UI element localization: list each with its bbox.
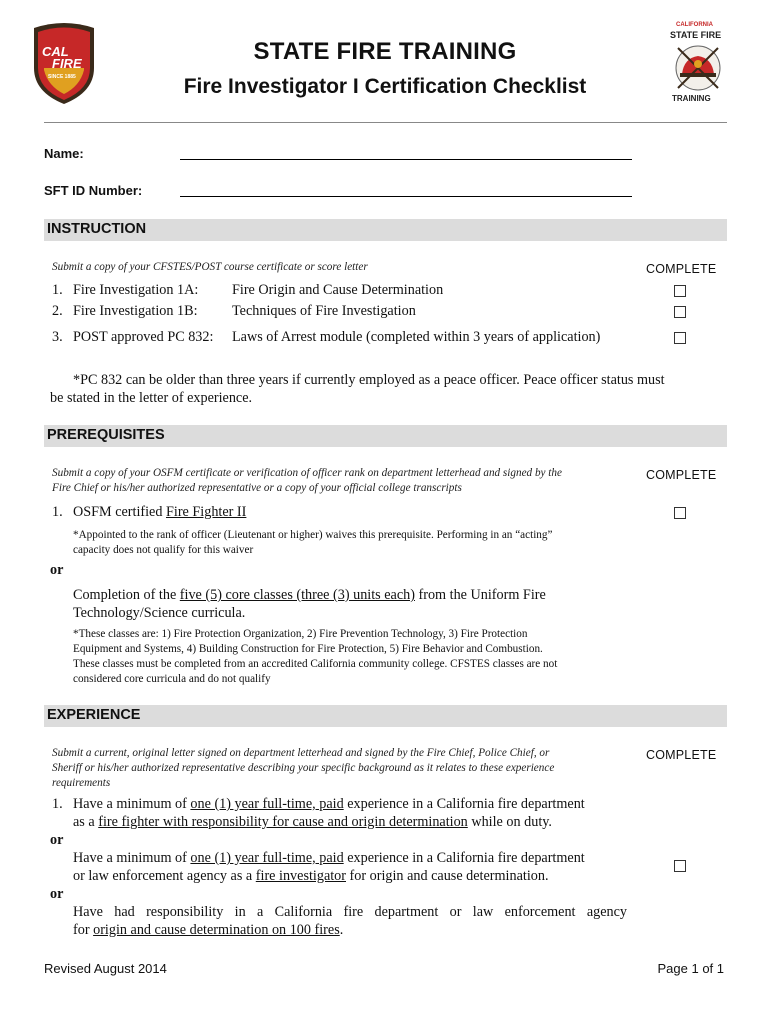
logo-middle-text: STATE FIRE <box>670 30 722 40</box>
prerequisites-heading: PREREQUISITES <box>47 427 165 443</box>
checkbox-experience[interactable] <box>674 860 686 872</box>
prerequisites-classes-line1: *These classes are: 1) Fire Protection Organization, 2) Fire Prevention Technology, 3) Fire Protection <box>73 628 528 640</box>
exp-b2-pre: or law enforcement agency as a <box>73 868 256 884</box>
prerequisites-note-line2: Fire Chief or his/her authorized representative or a copy of your official college transcripts <box>52 482 462 494</box>
prerequisites-classes-line2: Equipment and Systems, 4) Building Construction for Fire Protection, 5) Fire Behavior and Combustion. <box>73 643 543 655</box>
instruction-item-course-2: Fire Investigation 1B: <box>73 303 198 319</box>
page-title: STATE FIRE TRAINING <box>253 38 517 65</box>
prerequisites-item-note-line2: capacity does not qualify for this waiver <box>73 544 254 556</box>
footer-revised: Revised August 2014 <box>44 961 167 976</box>
fire-helmet-icon <box>668 40 728 92</box>
experience-b-line1 <box>73 849 585 867</box>
sft-id-label: SFT ID Number: <box>44 183 143 198</box>
prerequisites-note-line1: Submit a copy of your OSFM certificate or verification of officer rank on department letterhead and signed by the <box>52 467 562 479</box>
instruction-item-num-1: 1. <box>52 282 63 298</box>
logo-top-text: CALIFORNIA <box>676 22 713 28</box>
prerequisites-alt-line2: Technology/Science curricula. <box>73 605 246 621</box>
prereq-item-text: OSFM certified <box>73 504 166 520</box>
prerequisites-item-1 <box>73 503 246 521</box>
instruction-footnote-line2: be stated in the letter of experience. <box>50 390 253 406</box>
instruction-note: Submit a copy of your CFSTES/POST course certificate or score letter <box>52 261 368 273</box>
instruction-item-title-3: Laws of Arrest module (completed within 3 years of application) <box>232 329 601 345</box>
exp-b2-underlined: fire investigator <box>255 868 346 884</box>
exp-c2-underlined: origin and cause determination on 100 fires <box>93 922 340 938</box>
cal-fire-since: SINCE 1885 <box>48 74 76 80</box>
prerequisites-alt-line1 <box>73 586 546 604</box>
exp-b-underlined: one (1) year full-time, paid <box>190 850 344 866</box>
instruction-heading: INSTRUCTION <box>47 221 147 237</box>
name-field[interactable] <box>180 159 632 160</box>
instruction-item-title-1: Fire Origin and Cause Determination <box>232 282 444 298</box>
exp-a-underlined: one (1) year full-time, paid <box>190 796 344 812</box>
name-label: Name: <box>44 146 84 161</box>
header-divider <box>44 122 727 123</box>
core-classes-text: five (5) core classes (three (3) units each) <box>179 587 415 603</box>
prerequisites-complete-header: COMPLETE <box>646 468 717 482</box>
prerequisites-or: or <box>50 562 64 578</box>
exp-a-post: experience in a California fire department <box>343 796 585 812</box>
page-subtitle: Fire Investigator I Certification Checklist <box>183 75 587 98</box>
experience-note-line1: Submit a current, original letter signed on department letterhead and signed by the Fire Chief, Police Chief, or <box>52 747 550 759</box>
exp-b2-post: for origin and cause determination. <box>346 868 549 884</box>
cal-fire-word1: CAL <box>42 44 69 59</box>
experience-section-bar <box>44 705 727 727</box>
experience-c-line1: Have had responsibility in a California fire department or law enforcement agency <box>73 904 627 920</box>
experience-c-line2 <box>73 921 343 939</box>
alt-post-text: from the Uniform Fire <box>414 587 546 603</box>
experience-note-line2: Sheriff or his/her authorized representative describing your specific background as it relates to these experience <box>52 762 555 774</box>
exp-b-pre: Have a minimum of <box>73 850 191 866</box>
prerequisites-item-num: 1. <box>52 504 63 520</box>
instruction-item-title-2: Techniques of Fire Investigation <box>232 303 416 319</box>
fire-fighter-ii-text: Fire Fighter II <box>166 504 247 520</box>
alt-pre-text: Completion of the <box>73 587 180 603</box>
checkbox-post-pc-832[interactable] <box>674 332 686 344</box>
prerequisites-item-note-line1: *Appointed to the rank of officer (Lieutenant or higher) waives this prerequisite. Performing in an “acting” <box>73 529 553 541</box>
prerequisites-classes-line4: considered core curricula and do not qualify <box>73 673 271 685</box>
logo-bottom-text: TRAINING <box>672 94 711 103</box>
instruction-complete-header: COMPLETE <box>646 262 717 276</box>
experience-note-line3: requirements <box>52 777 111 789</box>
checkbox-fire-investigation-1a[interactable] <box>674 285 686 297</box>
experience-or-1: or <box>50 832 64 848</box>
exp-a2-pre: as a <box>73 814 99 830</box>
state-fire-training-logo <box>664 22 734 104</box>
experience-or-2: or <box>50 886 64 902</box>
cal-fire-logo <box>30 20 98 106</box>
checkbox-osfm-fire-fighter-ii[interactable] <box>674 507 686 519</box>
experience-a-line2 <box>73 813 552 831</box>
cal-fire-word2: FIRE <box>52 56 82 71</box>
instruction-item-course-1: Fire Investigation 1A: <box>73 282 199 298</box>
footer-page-number: Page 1 of 1 <box>657 961 724 976</box>
exp-a2-post: while on duty. <box>467 814 552 830</box>
exp-c2-pre: for <box>73 922 94 938</box>
instruction-section-bar <box>44 219 727 241</box>
checkbox-fire-investigation-1b[interactable] <box>674 306 686 318</box>
prerequisites-classes-line3: These classes must be completed from an accredited California community college. CFSTES classes are not <box>73 658 558 670</box>
experience-heading: EXPERIENCE <box>47 707 141 723</box>
instruction-item-course-3: POST approved PC 832: <box>73 329 214 345</box>
exp-b-post: experience in a California fire department <box>343 850 585 866</box>
exp-a-pre: Have a minimum of <box>73 796 191 812</box>
experience-a-line1 <box>73 795 585 813</box>
sft-id-field[interactable] <box>180 196 632 197</box>
instruction-item-num-3: 3. <box>52 329 63 345</box>
experience-item-num: 1. <box>52 796 63 812</box>
instruction-item-num-2: 2. <box>52 303 63 319</box>
instruction-footnote-line1: *PC 832 can be older than three years if currently employed as a peace officer. Peace officer status must <box>73 372 665 388</box>
exp-a2-underlined: fire fighter with responsibility for cause and origin determination <box>98 814 468 830</box>
experience-complete-header: COMPLETE <box>646 748 717 762</box>
exp-c2-post: . <box>339 922 344 938</box>
experience-b-line2 <box>73 867 549 885</box>
prerequisites-section-bar <box>44 425 727 447</box>
